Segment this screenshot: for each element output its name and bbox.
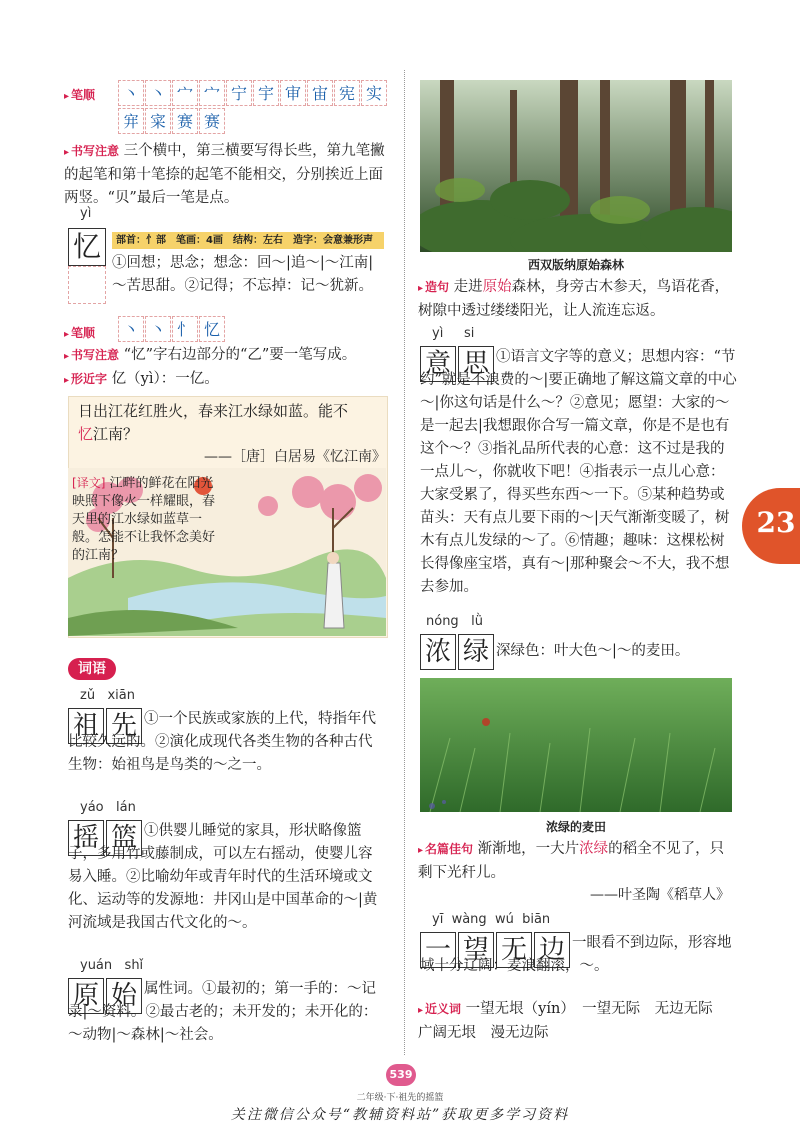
stroke-cell: 宪 (334, 80, 360, 106)
word-char: 一 (420, 932, 456, 968)
writing-note-2: ▸ 书写注意 “忆”字右边部分的“乙”要一笔写成。 (64, 347, 357, 363)
word-definition: ①语言文字等的意义；思想内容：“节约”就是不浪费的～|要正确地了解这篇文章的中心～|你这句话是什么～？②意见；愿望：大家的～是一起去|我想跟你合写一篇文章，你是不是也有这个～？③指礼品所代表的心意：这不过是我的一点儿～，你就收下吧！④指表示一点儿心意：大家受累了，得买些东西～一下。⑤某种趋势或苗头：天有点儿要下雨的～|天气渐渐变暖了，树木有点儿发绿的～了。⑥情趣；趣味：这棵松树长得像座宝塔，真有～|那种聚会～不大，我不想去参加。 (420, 349, 737, 595)
yi-pinyin: yì (80, 206, 92, 221)
word-char: 浓 (420, 634, 456, 670)
synonyms: ▸ 近义词 一望无垠（yín） 一望无际 无边无际 广阔无垠 漫无边际 (418, 1001, 728, 1041)
stroke-cell: 丶 (145, 316, 171, 342)
stroke-cell: 丶 (118, 80, 144, 106)
word-char: 先 (106, 708, 142, 744)
stroke-cell: 忆 (199, 316, 225, 342)
word-char: 意 (420, 346, 456, 382)
translation: [译文] 江畔的鲜花在阳光映照下像火一样耀眼，春天里的江水绿如蓝草一般。怎能不让我怀念美好的江南？ (72, 476, 216, 563)
forest-photo (420, 80, 732, 252)
stroke-cell: 实 (361, 80, 387, 106)
stroke-order-grid-1b (118, 108, 226, 134)
stroke-cell: 赛 (199, 108, 225, 134)
stroke-cell: 宀 (172, 80, 198, 106)
word-pinyin: yī wàng wú biān (432, 912, 551, 927)
word-definition: 一眼看不到边际，形容地域十分辽阔：麦浪翻滚，～。 (420, 935, 732, 974)
word-char: 篮 (106, 820, 142, 856)
word-char: 思 (458, 346, 494, 382)
famous-quote: ▸ 名篇佳句 渐渐地，一大片浓绿的稻全不见了，只剩下光秆儿。 (418, 841, 725, 881)
words-section-badge: 词语 (68, 658, 116, 680)
poem-source: ——［唐］白居易《忆江南》 (204, 449, 386, 465)
yi-practice-grid (68, 266, 106, 304)
stroke-cell: 宑 (118, 108, 144, 134)
stroke-cell: 宁 (226, 80, 252, 106)
word-definition: ①一个民族或家族的上代，特指年代比较久远的。②演化成现代各类生物的各种古代生物：始祖鸟是鸟类的～之一。 (68, 711, 376, 773)
footer-watermark: 关注微信公众号“教辅资料站”获取更多学习资料 (230, 1107, 570, 1123)
word-pinyin: yuán shǐ (80, 958, 144, 973)
yi-char-box: 忆 (68, 228, 106, 266)
forest-photo-caption: 西双版纳原始森林 (527, 258, 624, 272)
word-char: 边 (534, 932, 570, 968)
word-definition: 深绿色：叶大色～|～的麦田。 (496, 643, 690, 659)
word-definition: 属性词。①最初的；第一手的：～记录|～资料。②最古老的；未开发的；未开化的：～动物|～森林|～社会。 (68, 981, 378, 1043)
stroke-cell: 审 (280, 80, 306, 106)
stroke-cell: 丶 (145, 80, 171, 106)
word-char: 原 (68, 978, 104, 1014)
poem-text: 日出江花红胜火，春来江水绿如蓝。能不 忆江南？ (78, 402, 349, 443)
example-sentence: ▸ 造句 走进原始森林，身旁古木参天，鸟语花香，树隙中透过缕缕阳光，让人流连忘返。 (418, 279, 730, 319)
word-pinyin: zǔ xiān (80, 688, 135, 703)
stroke-order-label-2: ▸ 笔顺 (64, 326, 96, 340)
wheat-photo-caption: 浓绿的麦田 (545, 820, 606, 834)
stroke-order-grid-1 (118, 80, 388, 106)
word-char: 祖 (68, 708, 104, 744)
word-char: 始 (106, 978, 142, 1014)
word-char: 望 (458, 932, 494, 968)
stroke-order-grid-2 (118, 316, 226, 342)
stroke-cell: 宙 (307, 80, 333, 106)
similar-char: ▸ 形近字 亿（yì）：一亿。 (64, 371, 219, 387)
word-chars (420, 634, 496, 670)
word-char: 绿 (458, 634, 494, 670)
word-char: 摇 (68, 820, 104, 856)
word-pinyin: yì si (432, 326, 475, 341)
stroke-cell: 忄 (172, 316, 198, 342)
footer-running-title: 二年级·下·祖先的摇篮 (356, 1093, 444, 1103)
page-number: 539 (386, 1064, 416, 1086)
stroke-cell: 寀 (145, 108, 171, 134)
stroke-cell: 赛 (172, 108, 198, 134)
stroke-cell: 宀 (199, 80, 225, 106)
yi-info-bar: 部首：忄部 笔画：4画 结构：左右 造字：会意兼形声 (112, 232, 384, 249)
chapter-number: 23 (756, 506, 796, 539)
yi-definition: ①回想；思念；想念：回～|追～|～江南|～苦思甜。②记得；不忘掉：记～犹新。 (112, 255, 374, 294)
word-definition: ①供婴儿睡觉的家具，形状略像篮子，多用竹或藤制成，可以左右摇动，使婴儿容易入睡。②比喻幼年或青年时代的生活环境或文化、运动等的发源地：井冈山是中国革命的～|黄河流域是我国古代文化的～。 (68, 823, 378, 931)
famous-quote-source: ——叶圣陶《稻草人》 (590, 887, 730, 903)
stroke-order-label-1: ▸ 笔顺 (64, 88, 96, 102)
stroke-cell: 丶 (118, 316, 144, 342)
stroke-cell: 宇 (253, 80, 279, 106)
word-char: 无 (496, 932, 532, 968)
word-pinyin: yáo lán (80, 800, 136, 815)
wheat-field-photo (420, 678, 732, 812)
word-pinyin: nóng lǜ (426, 614, 483, 629)
writing-note-1: ▸ 书写注意 三个横中，第三横要写得长些，第九笔撇的起笔和第十笔捺的起笔不能相交，分别挨近上面两竖。“贝”最后一笔是点。 (64, 143, 385, 206)
column-divider (404, 70, 405, 1055)
